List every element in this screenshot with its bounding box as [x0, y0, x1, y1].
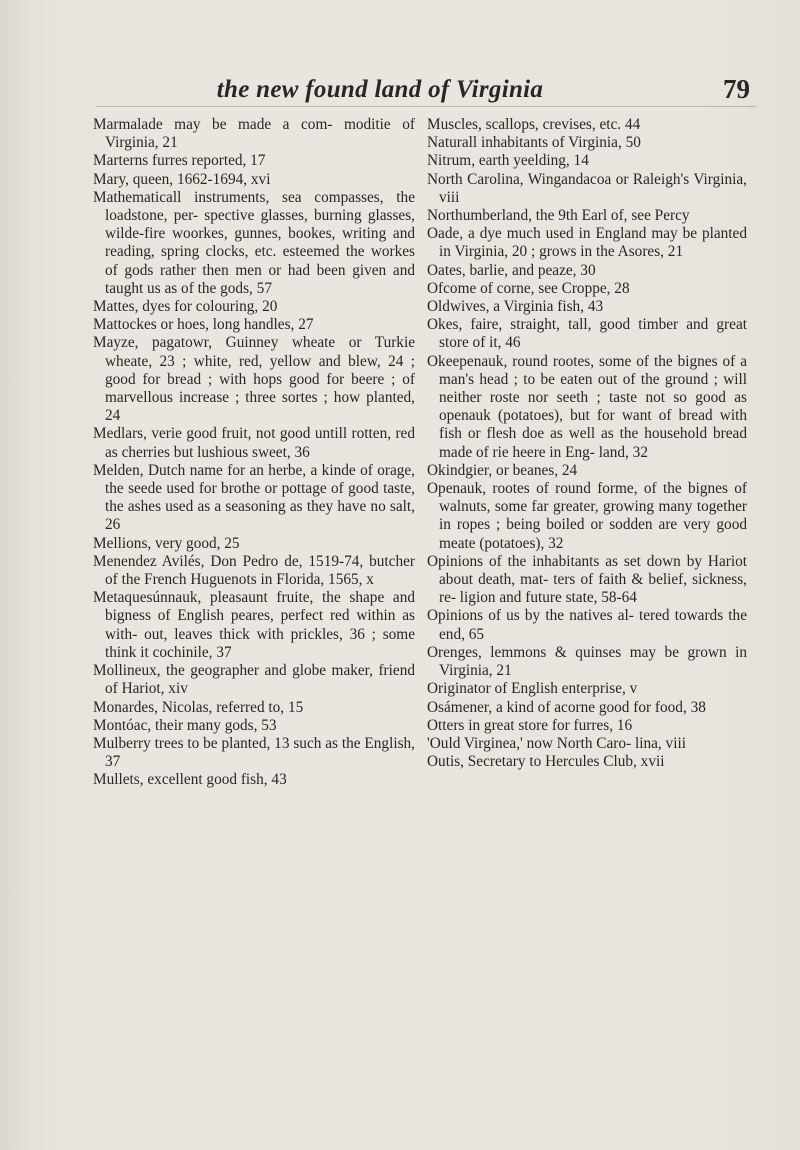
index-entry: Osámener, a kind of acorne good for food, 38: [427, 698, 706, 716]
index-entry: Montóac, their many gods, 53: [93, 716, 277, 734]
index-entry: Mullets, excellent good fish, 43: [93, 771, 287, 789]
index-entry: Mattockes or hoes, long handles, 27: [93, 316, 314, 334]
index-entry: Northumberland, the 9th Earl of, see Percy: [427, 207, 690, 225]
index-entry: Menendez Avilés, Don Pedro de, 1519-74, butcher of the French Huguenots in Florida, 1565, x: [93, 552, 415, 589]
index-column-right: [427, 116, 747, 771]
index-entry: Naturall inhabitants of Virginia, 50: [427, 134, 641, 152]
index-entry: Okindgier, or beanes, 24: [427, 461, 578, 479]
index-entry: Mulberry trees to be planted, 13 such as the English, 37: [93, 734, 415, 771]
index-entry: Ofcome of corne, see Croppe, 28: [427, 279, 630, 297]
index-entry: Mollineux, the geographer and globe maker, friend of Hariot, xiv: [93, 662, 415, 698]
index-entry: Oade, a dye much used in England may be planted in Virginia, 20 ; grows in the Asores, 21: [427, 225, 747, 261]
index-entry: Mellions, very good, 25: [93, 534, 240, 552]
index-entry: Mattes, dyes for colouring, 20: [93, 298, 278, 316]
index-entry: Mary, queen, 1662-1694, xvi: [93, 170, 271, 188]
index-entry: Opinions of the inhabitants as set down by Hariot about death, mat- ters of faith & belief, sickness, re- ligion and future state, 58-64: [427, 552, 747, 607]
index-entry: Orenges, lemmons & quinses may be grown in Virginia, 21: [427, 643, 747, 680]
running-head: the new found land of Virginia: [216, 76, 544, 103]
index-entry: Okeepenauk, round rootes, some of the bignes of a man's head ; to be eaten out of the ground ; will neither roste nor seeth ; taste not so good as openauk (potatoes), but for want of bread with fish or flesh doe as well as the household bread made of rie heere in Eng- land, 32: [427, 352, 747, 461]
index-entry: Opinions of us by the natives al- tered towards the end, 65: [427, 607, 747, 643]
header-rule: [96, 106, 756, 107]
index-entry: Nitrum, earth yeelding, 14: [427, 152, 589, 170]
index-entry: Openauk, rootes of round forme, of the bignes of walnuts, some far greater, growing many together in ropes ; being boiled or sodden are very good meate (potatoes), 32: [427, 480, 747, 552]
index-entry: Otters in great store for furres, 16: [427, 716, 633, 734]
index-entry: Oldwives, a Virginia fish, 43: [427, 298, 604, 316]
index-entry: Melden, Dutch name for an herbe, a kinde of orage, the seede used for brothe or pottage of good taste, the ashes used as a seasoning as they have no salt, 26: [93, 461, 415, 534]
index-entry: Oates, barlie, and peaze, 30: [427, 261, 596, 279]
index-entry: Metaquesúnnauk, pleasaunt fruite, the shape and bigness of English peares, perfect red within as with- out, leaves thick with prickles, 36 ; some think it cochinile, 37: [93, 589, 415, 661]
index-entry: Outis, Secretary to Hercules Club, xvii: [427, 753, 665, 771]
index-entry: North Carolina, Wingandacoa or Raleigh's Virginia, viii: [427, 170, 747, 206]
index-entry: Medlars, verie good fruit, not good untill rotten, red as cherries but lushious sweet, 36: [93, 425, 415, 461]
index-entry: 'Ould Virginea,' now North Caro- lina, viii: [427, 734, 686, 752]
index-entry: Mathematicall instruments, sea compasses, the loadstone, per- spective glasses, burning glasses, wilde-fire woorkes, gunnes, bookes, writing and reading, spring clocks, etc. esteemed the workes of gods rather then men or had been given and taught us as of the gods, 57: [93, 188, 415, 297]
index-entry: Monardes, Nicolas, referred to, 15: [93, 698, 304, 716]
index-column-left: [93, 116, 415, 790]
index-entry: Muscles, scallops, crevises, etc. 44: [427, 116, 641, 133]
index-entry: Originator of English enterprise, v: [427, 680, 638, 698]
index-entry: Marmalade may be made a com- moditie of Virginia, 21: [93, 116, 415, 152]
index-entry: Mayze, pagatowr, Guinney wheate or Turkie wheate, 23 ; white, red, yellow and blew, 24 ; good for bread ; with hops good for beere ; of marvellous increase ; three sortes ; how planted, 24: [93, 334, 415, 425]
page-header: [90, 72, 760, 108]
page-number: 79: [723, 74, 750, 104]
index-entry: Marterns furres reported, 17: [93, 152, 266, 170]
index-entry: Okes, faire, straight, tall, good timber and great store of it, 46: [427, 316, 747, 352]
